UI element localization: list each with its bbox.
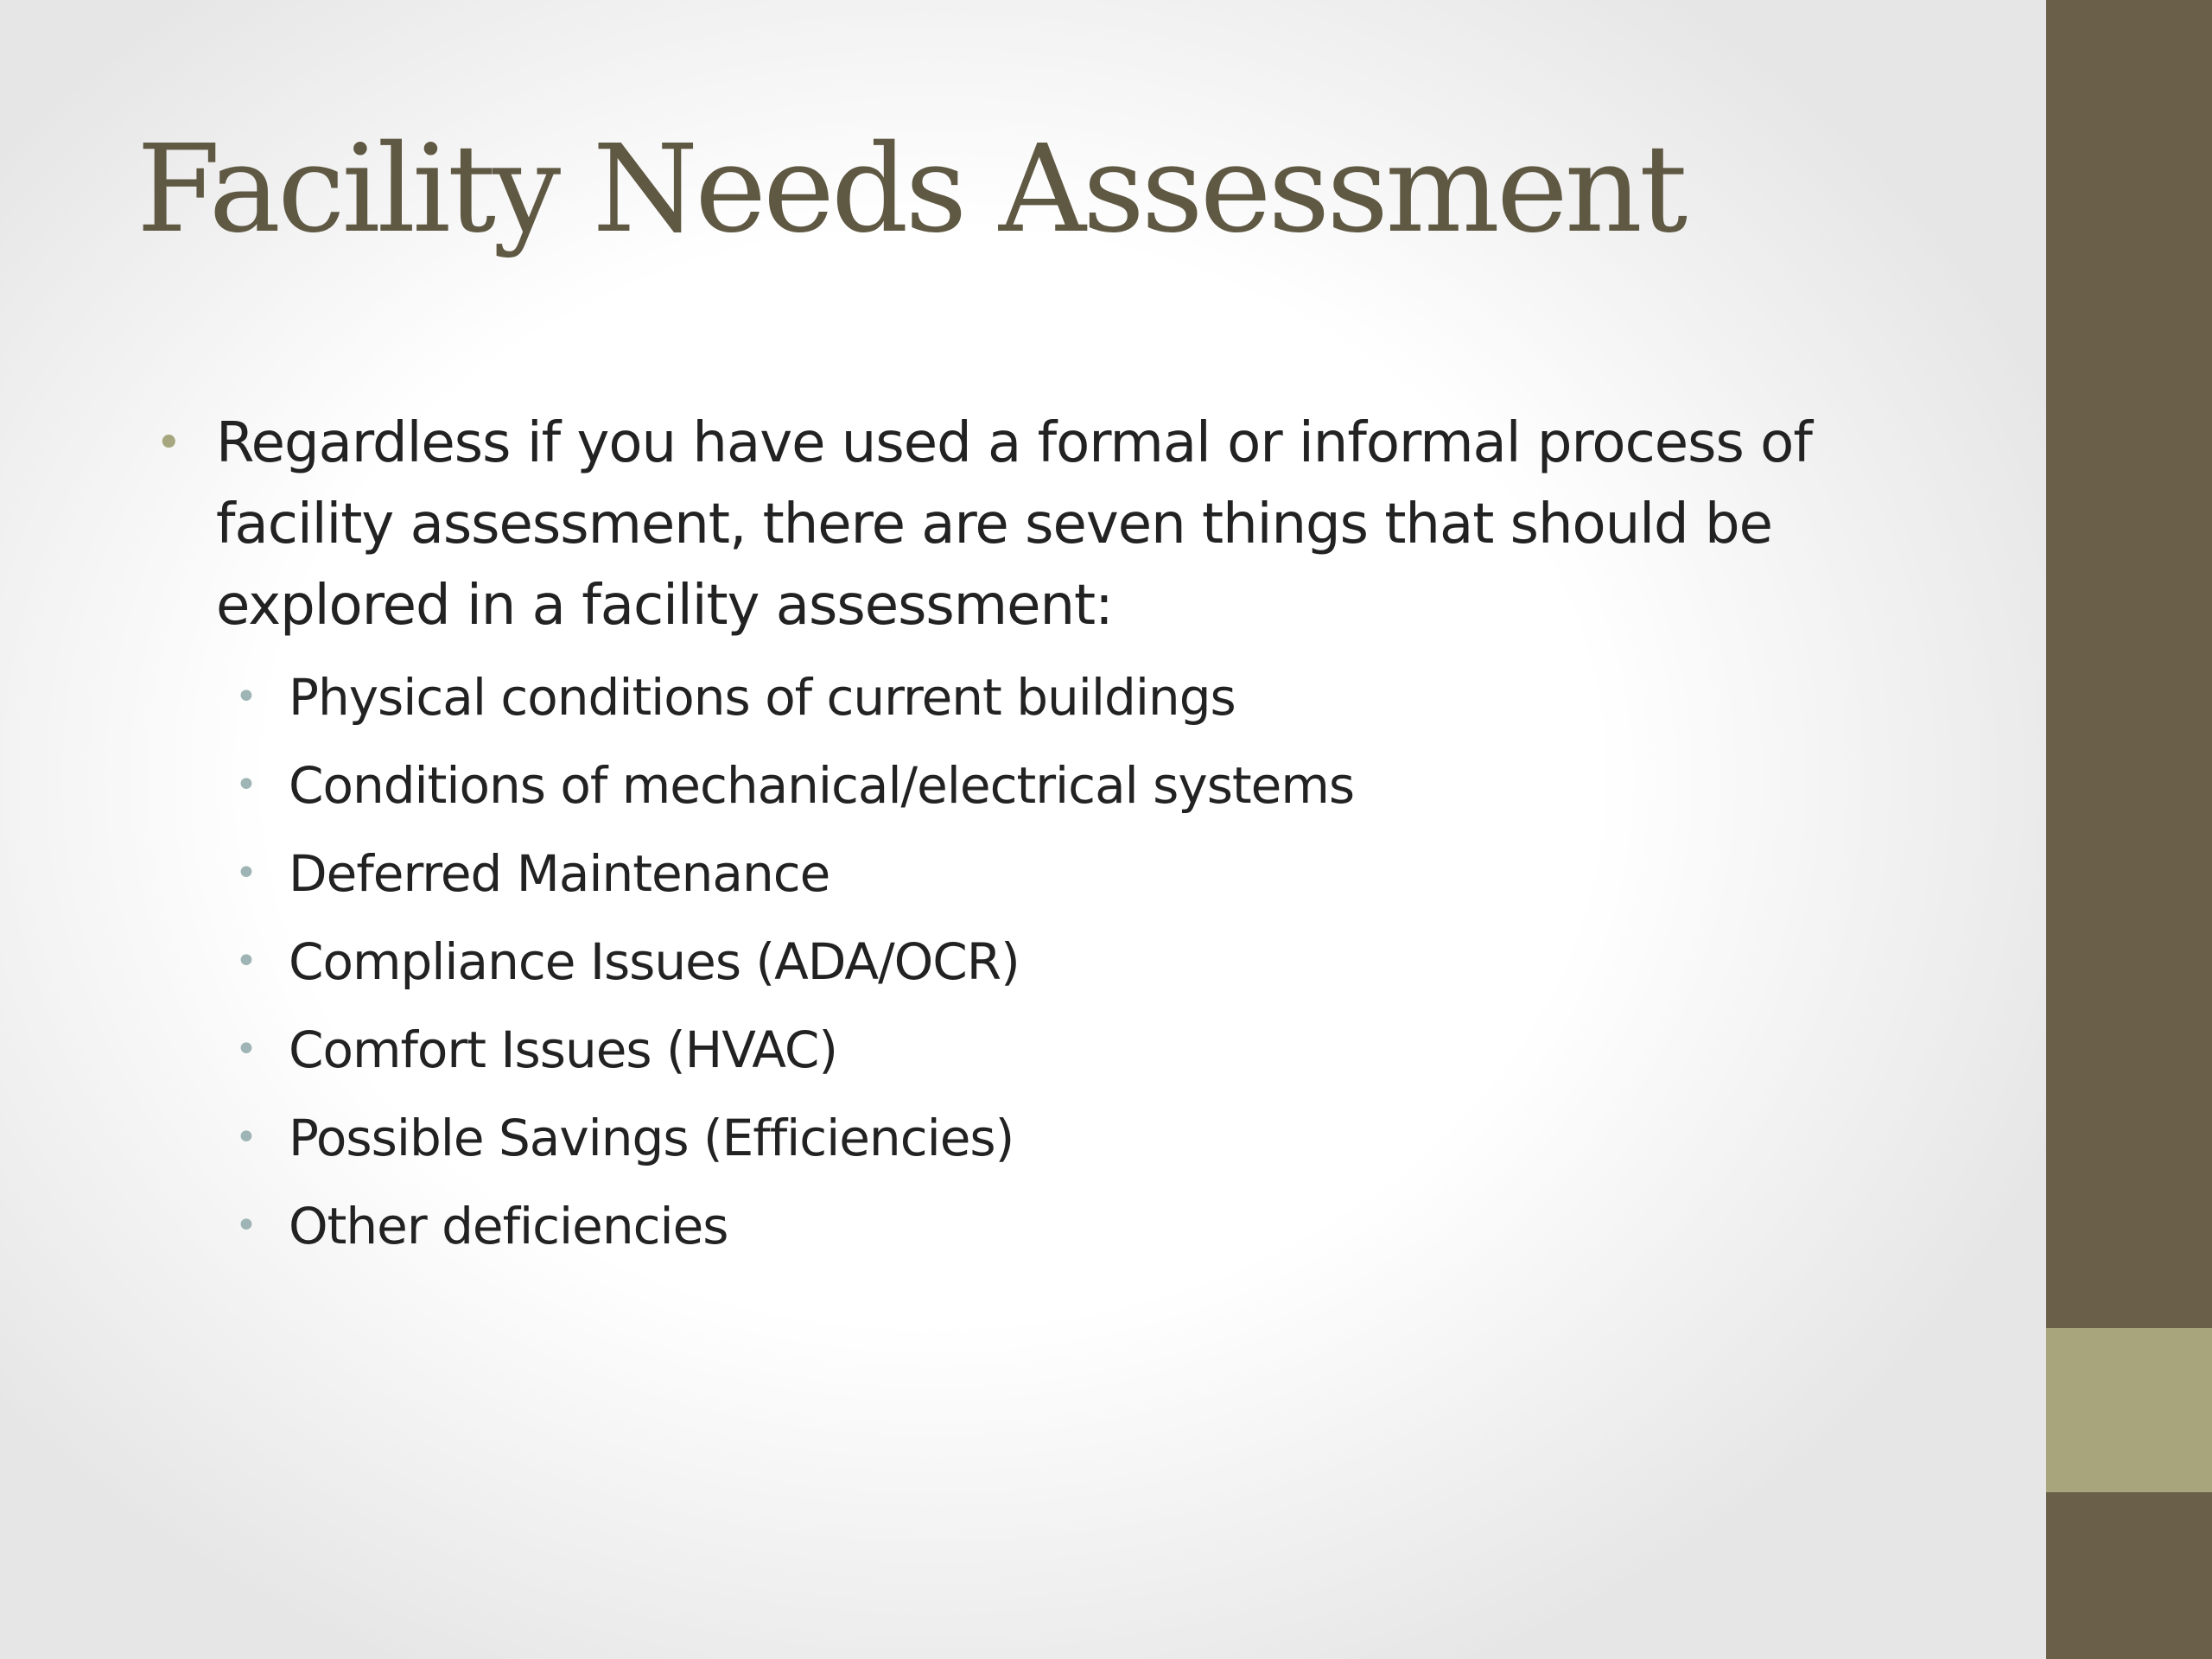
sub-bullet-item [156,1094,1884,1182]
bullet-icon: • [156,417,181,469]
bullet-icon: • [235,851,257,895]
sub-bullet-item [156,653,1884,741]
sub-bullet-text: Other deficiencies [289,1197,728,1255]
main-bullet-text: Regardless if you have used a formal or informal process of facility assessment, there are seven things that should be explored in a facility assessment: [216,411,1812,638]
sub-bullet-text: Conditions of mechanical/electrical systems [289,756,1355,815]
bullet-icon: • [235,1204,257,1248]
sub-bullet-text: Compliance Issues (ADA/OCR) [289,932,1020,991]
sub-bullet-item [156,1182,1884,1270]
decorative-sidebar-accent [2046,1328,2212,1492]
main-bullet [156,403,1884,646]
bullet-icon: • [235,763,257,807]
sub-bullet-item [156,918,1884,1006]
bullet-icon: • [235,1116,257,1160]
sub-bullet-text: Possible Savings (Efficiencies) [289,1109,1014,1167]
slide-title: Facility Needs Assessment [137,119,1685,260]
bullet-icon: • [235,1027,257,1071]
sub-bullet-list [156,653,1884,1270]
slide-body [156,403,1884,1270]
sub-bullet-text: Comfort Issues (HVAC) [289,1020,838,1079]
sub-bullet-item [156,1006,1884,1094]
bullet-icon: • [235,939,257,983]
sub-bullet-text: Deferred Maintenance [289,844,830,903]
sub-bullet-item [156,830,1884,918]
sub-bullet-text: Physical conditions of current buildings [289,668,1236,727]
bullet-icon: • [235,675,257,719]
sub-bullet-item [156,741,1884,830]
